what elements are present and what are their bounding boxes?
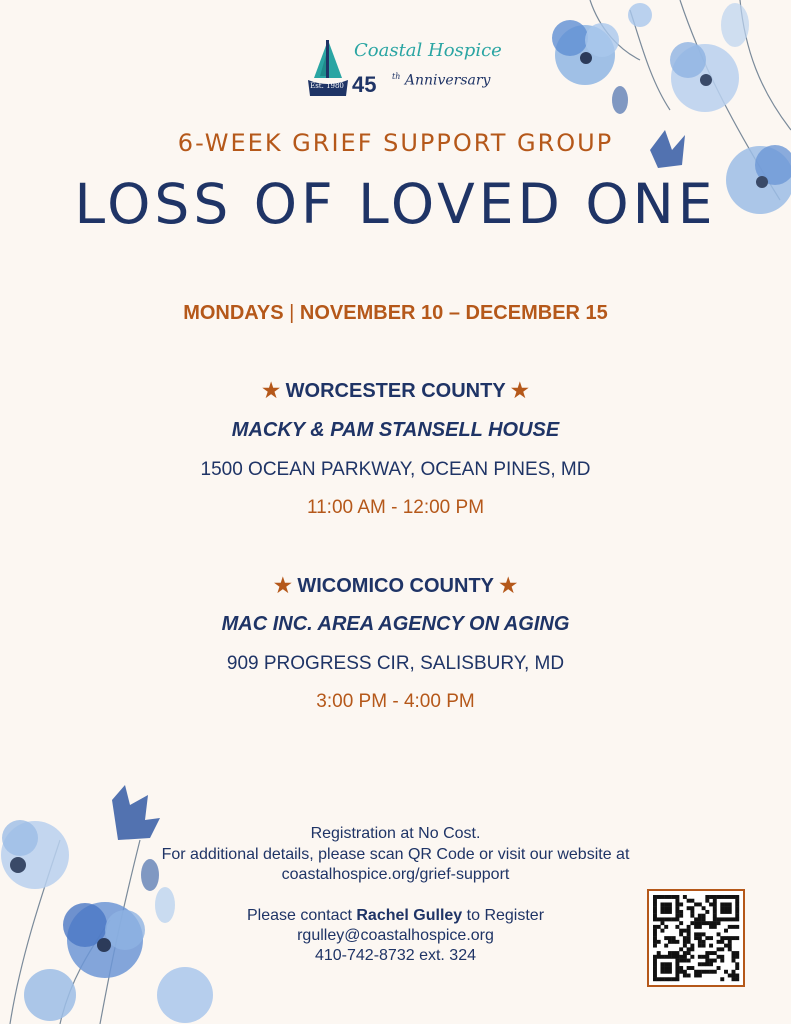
- qr-module: [724, 929, 728, 933]
- qr-module: [675, 899, 679, 903]
- qr-module: [668, 966, 672, 970]
- qr-module: [668, 902, 672, 906]
- qr-module: [668, 917, 672, 921]
- qr-module: [717, 932, 721, 936]
- qr-module: [687, 906, 691, 910]
- qr-module: [705, 962, 709, 966]
- qr-module: [698, 921, 702, 925]
- qr-module: [728, 906, 732, 910]
- qr-module: [657, 917, 661, 921]
- qr-module: [660, 906, 664, 910]
- qr-module: [660, 970, 664, 974]
- qr-module: [664, 895, 668, 899]
- qr-module: [653, 902, 657, 906]
- qr-module: [679, 932, 683, 936]
- qr-module: [724, 936, 728, 940]
- qr-module: [664, 906, 668, 910]
- qr-module: [709, 951, 713, 955]
- qr-module: [724, 902, 728, 906]
- qr-module: [694, 932, 698, 936]
- qr-module: [694, 917, 698, 921]
- qr-module: [705, 921, 709, 925]
- qr-module: [653, 970, 657, 974]
- star-icon: ★: [510, 380, 529, 402]
- qr-module: [664, 966, 668, 970]
- qr-module: [713, 959, 717, 963]
- qr-module: [705, 895, 709, 899]
- registration-contact: Please contact Rachel Gulley to Register: [246, 907, 545, 924]
- location-1-address: 1500 OCEAN PARKWAY, OCEAN PINES, MD: [200, 459, 591, 480]
- qr-module: [653, 955, 657, 959]
- qr-module: [698, 962, 702, 966]
- qr-module: [660, 921, 664, 925]
- qr-module: [698, 914, 702, 918]
- qr-module: [660, 929, 664, 933]
- qr-module: [728, 925, 732, 929]
- qr-module: [660, 977, 664, 981]
- qr-module: [720, 955, 724, 959]
- qr-module: [672, 955, 676, 959]
- qr-module: [717, 966, 721, 970]
- qr-module: [728, 910, 732, 914]
- qr-module: [709, 936, 713, 940]
- qr-module: [675, 914, 679, 918]
- qr-module: [660, 910, 664, 914]
- qr-module: [709, 970, 713, 974]
- qr-module: [735, 974, 739, 978]
- qr-module: [675, 959, 679, 963]
- qr-module: [732, 959, 736, 963]
- qr-module: [720, 959, 724, 963]
- qr-module: [717, 955, 721, 959]
- qr-module: [694, 925, 698, 929]
- qr-module: [687, 974, 691, 978]
- qr-module: [653, 910, 657, 914]
- qr-module: [735, 902, 739, 906]
- qr-module: [675, 902, 679, 906]
- qr-module: [698, 944, 702, 948]
- qr-module: [664, 977, 668, 981]
- qr-module: [679, 902, 683, 906]
- qr-module: [679, 929, 683, 933]
- location-1-time: 11:00 AM - 12:00 PM: [306, 497, 485, 518]
- qr-module: [709, 944, 713, 948]
- qr-module: [664, 902, 668, 906]
- qr-module: [687, 925, 691, 929]
- qr-module: [668, 951, 672, 955]
- qr-module: [705, 951, 709, 955]
- qr-module: [668, 936, 672, 940]
- qr-module: [709, 959, 713, 963]
- qr-module: [720, 906, 724, 910]
- qr-module: [675, 951, 679, 955]
- qr-module: [657, 940, 661, 944]
- star-icon: ★: [273, 575, 292, 597]
- coastal-hospice-logo: [306, 38, 502, 102]
- qr-module: [735, 951, 739, 955]
- qr-module: [664, 970, 668, 974]
- registration-note: Registration at No Cost.: [310, 825, 481, 842]
- qr-module: [720, 895, 724, 899]
- qr-module: [735, 936, 739, 940]
- qr-module: [653, 932, 657, 936]
- qr-module: [668, 910, 672, 914]
- qr-module: [702, 944, 706, 948]
- qr-module: [724, 917, 728, 921]
- location-1-venue: MACKY & PAM STANSELL HOUSE: [231, 419, 560, 441]
- qr-module: [713, 951, 717, 955]
- qr-module: [698, 974, 702, 978]
- qr-module: [683, 895, 687, 899]
- qr-module: [672, 977, 676, 981]
- contact-phone: 410-742-8732 ext. 324: [314, 947, 476, 964]
- qr-module: [732, 970, 736, 974]
- qr-module: [675, 910, 679, 914]
- contact-email-link[interactable]: rgulley@coastalhospice.org: [297, 927, 494, 944]
- qr-module: [675, 895, 679, 899]
- qr-module: [679, 966, 683, 970]
- qr-module: [735, 966, 739, 970]
- qr-module: [679, 914, 683, 918]
- qr-module: [735, 910, 739, 914]
- qr-module: [683, 936, 687, 940]
- event-subtitle: 6-WEEK GRIEF SUPPORT GROUP: [177, 129, 614, 157]
- qr-module: [735, 895, 739, 899]
- qr-module: [664, 944, 668, 948]
- qr-module: [728, 936, 732, 940]
- qr-module: [698, 932, 702, 936]
- qr-module: [672, 940, 676, 944]
- qr-module: [687, 932, 691, 936]
- qr-module: [653, 906, 657, 910]
- qr-module: [657, 955, 661, 959]
- qr-module: [713, 925, 717, 929]
- qr-module: [698, 936, 702, 940]
- qr-module: [683, 974, 687, 978]
- qr-module: [705, 899, 709, 903]
- qr-module: [657, 977, 661, 981]
- qr-module: [679, 970, 683, 974]
- qr-module: [705, 970, 709, 974]
- schedule-separator: |: [289, 302, 295, 324]
- qr-module: [735, 906, 739, 910]
- qr-module: [683, 940, 687, 944]
- qr-module: [713, 914, 717, 918]
- qr-module: [657, 895, 661, 899]
- qr-module: [679, 921, 683, 925]
- qr-module: [709, 902, 713, 906]
- location-2-time: 3:00 PM - 4:00 PM: [316, 691, 475, 712]
- qr-module: [653, 936, 657, 940]
- qr-module: [724, 910, 728, 914]
- qr-module: [653, 914, 657, 918]
- qr-module: [713, 921, 717, 925]
- location-1-county: ★ WORCESTER COUNTY ★: [262, 380, 529, 402]
- qr-module: [698, 955, 702, 959]
- qr-module: [694, 936, 698, 940]
- qr-module: [687, 959, 691, 963]
- qr-module: [668, 940, 672, 944]
- qr-module: [694, 921, 698, 925]
- qr-module: [709, 895, 713, 899]
- star-icon: ★: [262, 380, 281, 402]
- qr-module: [664, 925, 668, 929]
- qr-module: [687, 966, 691, 970]
- qr-module: [732, 951, 736, 955]
- qr-module: [724, 895, 728, 899]
- qr-module: [705, 936, 709, 940]
- qr-module: [717, 917, 721, 921]
- qr-module: [653, 899, 657, 903]
- qr-module: [679, 947, 683, 951]
- qr-module: [698, 940, 702, 944]
- qr-module: [724, 970, 728, 974]
- qr-module: [690, 899, 694, 903]
- qr-module: [702, 917, 706, 921]
- qr-module: [679, 959, 683, 963]
- qr-module: [720, 940, 724, 944]
- qr-module: [653, 925, 657, 929]
- qr-module: [728, 917, 732, 921]
- qr-module: [728, 940, 732, 944]
- floral-bottom-left-illustration: [0, 780, 230, 1024]
- qr-module: [664, 962, 668, 966]
- qr-module: [660, 895, 664, 899]
- qr-module: [687, 947, 691, 951]
- qr-module: [698, 925, 702, 929]
- qr-module: [690, 955, 694, 959]
- qr-module: [702, 914, 706, 918]
- qr-module: [664, 936, 668, 940]
- qr-module: [668, 977, 672, 981]
- qr-module: [732, 977, 736, 981]
- qr-module: [732, 917, 736, 921]
- qr-module: [717, 940, 721, 944]
- qr-module: [694, 970, 698, 974]
- qr-module: [660, 917, 664, 921]
- qr-module: [687, 951, 691, 955]
- qr-module: [690, 910, 694, 914]
- qr-module: [687, 929, 691, 933]
- qr-module: [675, 906, 679, 910]
- qr-module: [698, 970, 702, 974]
- qr-module: [690, 947, 694, 951]
- qr-module: [690, 966, 694, 970]
- qr-module: [735, 925, 739, 929]
- qr-module: [672, 895, 676, 899]
- qr-module: [720, 936, 724, 940]
- qr-module: [653, 929, 657, 933]
- qr-module: [702, 940, 706, 944]
- schedule-date-range: NOVEMBER 10 – DECEMBER 15: [299, 302, 608, 324]
- qr-module: [675, 974, 679, 978]
- qr-module: [653, 959, 657, 963]
- qr-module: [698, 902, 702, 906]
- qr-module: [679, 910, 683, 914]
- qr-module: [657, 925, 661, 929]
- qr-module: [717, 947, 721, 951]
- qr-module: [653, 962, 657, 966]
- logo-anniversary-number: 45: [352, 72, 377, 97]
- qr-module: [717, 895, 721, 899]
- qr-module: [653, 966, 657, 970]
- qr-module: [660, 966, 664, 970]
- qr-module: [732, 974, 736, 978]
- qr-module: [732, 925, 736, 929]
- qr-module: [690, 944, 694, 948]
- qr-module: [653, 977, 657, 981]
- qr-module: [702, 962, 706, 966]
- qr-module: [664, 917, 668, 921]
- qr-module: [724, 906, 728, 910]
- qr-module: [713, 902, 717, 906]
- qr-module: [709, 962, 713, 966]
- qr-module: [672, 936, 676, 940]
- qr-module: [653, 917, 657, 921]
- qr-module: [694, 974, 698, 978]
- qr-module: [713, 895, 717, 899]
- qr-module: [720, 947, 724, 951]
- qr-module: [679, 955, 683, 959]
- qr-module: [668, 955, 672, 959]
- qr-module: [672, 917, 676, 921]
- qr-module: [728, 944, 732, 948]
- qr-module: [664, 910, 668, 914]
- qr-module: [687, 940, 691, 944]
- qr-module: [653, 944, 657, 948]
- qr-module: [675, 940, 679, 944]
- qr-module: [735, 955, 739, 959]
- qr-module: [705, 959, 709, 963]
- qr-module: [653, 895, 657, 899]
- logo-established-text: Est. 1980: [310, 82, 344, 90]
- qr-module: [728, 974, 732, 978]
- qr-module: [732, 936, 736, 940]
- qr-module: [698, 917, 702, 921]
- qr-module: [675, 962, 679, 966]
- qr-module: [732, 955, 736, 959]
- qr-module: [683, 929, 687, 933]
- qr-module: [702, 921, 706, 925]
- logo-name: Coastal Hospice: [354, 40, 502, 61]
- qr-module: [709, 925, 713, 929]
- qr-module: [668, 962, 672, 966]
- star-icon: ★: [499, 575, 518, 597]
- qr-module: [690, 914, 694, 918]
- qr-module: [702, 906, 706, 910]
- qr-module: [683, 959, 687, 963]
- qr-module: [683, 970, 687, 974]
- qr-module: [728, 902, 732, 906]
- qr-module: [664, 955, 668, 959]
- qr-module: [705, 955, 709, 959]
- qr-module: [675, 955, 679, 959]
- qr-module: [720, 902, 724, 906]
- qr-module: [709, 921, 713, 925]
- qr-module: [672, 951, 676, 955]
- qr-module: [683, 951, 687, 955]
- qr-module: [660, 955, 664, 959]
- qr-code-graphic: [649, 891, 743, 985]
- location-2-venue: MAC INC. AREA AGENCY ON AGING: [221, 613, 570, 635]
- qr-module: [690, 906, 694, 910]
- qr-module: [675, 970, 679, 974]
- registration-website-link[interactable]: coastalhospice.org/grief-support: [281, 866, 510, 883]
- qr-module: [690, 921, 694, 925]
- qr-module: [735, 914, 739, 918]
- qr-module: [675, 925, 679, 929]
- qr-module: [735, 962, 739, 966]
- qr-module: [732, 895, 736, 899]
- location-2-county: ★ WICOMICO COUNTY ★: [273, 575, 518, 597]
- qr-module: [653, 940, 657, 944]
- qr-module: [735, 899, 739, 903]
- qr-module: [717, 921, 721, 925]
- qr-module: [702, 955, 706, 959]
- qr-module: [702, 970, 706, 974]
- qr-module: [713, 899, 717, 903]
- qr-module: [668, 895, 672, 899]
- qr-module: [713, 970, 717, 974]
- qr-module: [724, 944, 728, 948]
- qr-module: [687, 899, 691, 903]
- qr-module: [653, 974, 657, 978]
- qr-module: [694, 902, 698, 906]
- qr-module: [675, 977, 679, 981]
- logo-anniversary-text: $^{th}$ Anniversary: [392, 72, 491, 89]
- qr-module: [675, 917, 679, 921]
- qr-module: [657, 951, 661, 955]
- qr-module: [713, 910, 717, 914]
- event-title: LOSS OF LOVED ONE: [74, 172, 717, 236]
- qr-module: [668, 906, 672, 910]
- qr-module: [720, 917, 724, 921]
- qr-module: [728, 895, 732, 899]
- schedule-day: MONDAYS: [183, 302, 284, 324]
- qr-module: [713, 917, 717, 921]
- qr-module: [660, 902, 664, 906]
- qr-module: [683, 955, 687, 959]
- qr-module: [702, 932, 706, 936]
- qr-module: [660, 962, 664, 966]
- contact-name: Rachel Gulley: [356, 907, 463, 924]
- qr-module: [675, 966, 679, 970]
- qr-code-icon[interactable]: [647, 889, 745, 987]
- qr-module: [668, 970, 672, 974]
- location-2-address: 909 PROGRESS CIR, SALISBURY, MD: [226, 653, 565, 674]
- qr-module: [720, 910, 724, 914]
- qr-module: [728, 947, 732, 951]
- qr-module: [720, 977, 724, 981]
- qr-module: [705, 910, 709, 914]
- schedule-dates: [0, 302, 791, 325]
- qr-module: [735, 917, 739, 921]
- qr-module: [735, 977, 739, 981]
- registration-details: For additional details, please scan QR Code or visit our website at: [161, 846, 630, 863]
- qr-module: [713, 906, 717, 910]
- qr-module: [687, 936, 691, 940]
- qr-module: [683, 944, 687, 948]
